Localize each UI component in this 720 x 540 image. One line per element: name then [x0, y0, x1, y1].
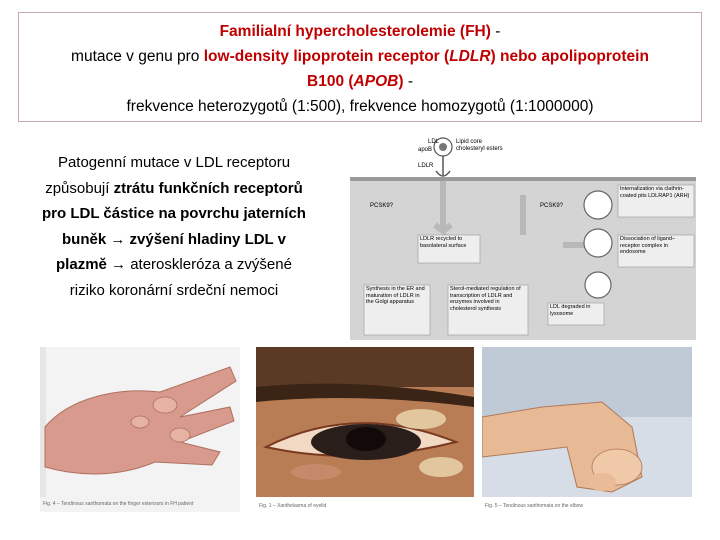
cell-membrane [350, 177, 696, 181]
label-internalization: Internalization via clathrin-coated pits LDLRAP1 (ARH) [620, 186, 690, 199]
label-ldlr: LDLR [418, 163, 434, 169]
title-box [18, 12, 702, 122]
title-line-4: frekvence heterozygotů (1:500), frekvence homozygotů (1:1000000) [126, 98, 594, 115]
hand-caption: Fig. 4 – Tendinous xanthomata on the finger extensors in FH patient [43, 501, 194, 507]
endosome-icon [584, 229, 612, 257]
label-pcsk9-left: PCSK9? [370, 203, 394, 209]
title-line-2: mutace v genu pro low-density lipoprotein receptor (LDLR) nebo apolipoprotein [71, 48, 649, 65]
eye-caption: Fig. 1 – Xanthelasma of eyelid [259, 503, 327, 509]
label-ldl-degraded: LDL degraded in lysosome [550, 304, 591, 317]
label-ldlr-recycled: LDLR recycled to basolateral surface [420, 236, 467, 249]
lysosome-icon [585, 272, 611, 298]
label-synthesis: Synthesis in the ER and maturation of LDLR in the Golgi apparatus [366, 286, 425, 305]
photo-hand-xanthomata [40, 347, 240, 512]
elbow-caption: Fig. 5 – Tendinous xanthomata on the elbow [485, 503, 584, 509]
label-lipid-core: Lipid core [456, 139, 483, 145]
photo-eye-xanthelasma [256, 347, 474, 512]
title: Familialní hypercholesterolemie (FH) [219, 23, 491, 40]
label-pcsk9-right: PCSK9? [540, 203, 564, 209]
label-sterol-regulation: Sterol-mediated regulation of transcription of LDLR and enzymes involved in cholesterol synthesis [450, 286, 521, 312]
description-text: Patogenní mutace v LDL receptoru způsobují ztrátu funkčních receptorů pro LDL částice na povrchu jaterních buněk → zvýšení hladiny LDL v plazmě → ateroskleróza a zvýšené riziko koronární srdeční nemoci [42, 154, 306, 299]
label-dissociation: Dissociation of ligand–receptor complex in endosome [620, 236, 676, 255]
photo-elbow-xanthomata [482, 347, 692, 512]
clathrin-pit-icon [584, 191, 612, 219]
ldl-receptor-pathway-diagram [348, 135, 698, 340]
label-ldl: LDL [428, 139, 440, 145]
label-apob: apoB [418, 147, 433, 153]
label-cholesteryl: cholesteryl esters [456, 146, 503, 152]
title-line-1: Familialní hypercholesterolemie (FH) - [219, 23, 501, 40]
title-line-3: B100 (APOB) - [307, 73, 413, 90]
